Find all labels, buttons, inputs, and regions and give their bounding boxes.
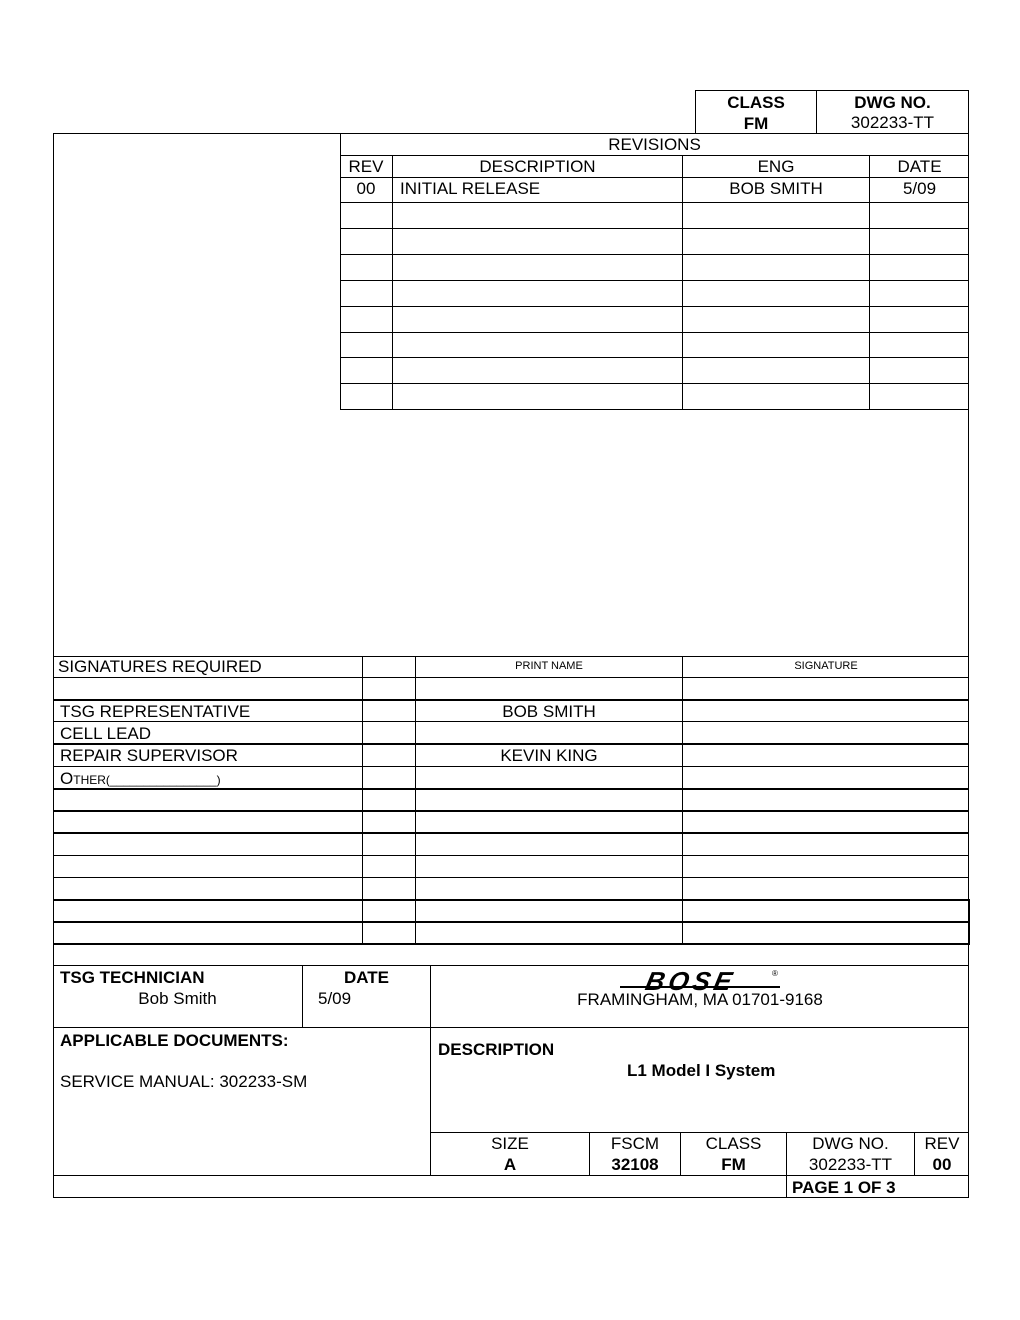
revision-row-eng: BOB SMITH (729, 179, 823, 198)
header-class-value: FM (743, 114, 769, 133)
fscm-label: FSCM (610, 1134, 660, 1153)
signature-role-tsg: TSG REPRESENTATIVE (60, 702, 251, 721)
revision-row-date: 5/09 (902, 179, 937, 198)
class-label: CLASS (705, 1134, 762, 1153)
revisions-col-rev: REV (348, 157, 384, 176)
signature-name-tsg: BOB SMITH (502, 702, 596, 721)
fscm-value: 32108 (611, 1155, 659, 1174)
dwg-no-label: DWG NO. (812, 1134, 889, 1153)
signatures-signature-label: SIGNATURE (794, 660, 858, 672)
date-value: 5/09 (318, 989, 352, 1008)
page-number: PAGE 1 OF 3 (792, 1178, 896, 1197)
revision-row-description: INITIAL RELEASE (400, 179, 541, 198)
signature-role-other-rest: THER(________________) (73, 773, 221, 787)
signature-role-repair-supervisor: REPAIR SUPERVISOR (60, 746, 238, 765)
description-value: L1 Model I System (627, 1061, 776, 1080)
technician-label: TSG TECHNICIAN (60, 968, 205, 987)
revisions-col-description: DESCRIPTION (479, 157, 596, 176)
rev-label: REV (924, 1134, 960, 1153)
signature-name-repair-supervisor: KEVIN KING (500, 746, 598, 765)
signature-role-cell-lead: CELL LEAD (60, 724, 152, 743)
size-label: SIZE (491, 1134, 529, 1153)
bose-logo (620, 966, 780, 996)
revisions-title: REVISIONS (608, 135, 701, 154)
signatures-title: SIGNATURES REQUIRED (58, 657, 262, 676)
revisions-col-date: DATE (897, 157, 942, 176)
rev-value: 00 (932, 1155, 952, 1174)
dwg-no-value: 302233-TT (808, 1155, 893, 1174)
applicable-documents-label: APPLICABLE DOCUMENTS: (60, 1031, 289, 1050)
applicable-documents-value: SERVICE MANUAL: 302233-SM (60, 1072, 308, 1091)
revisions-col-eng: ENG (757, 157, 795, 176)
signature-role-other-first: O (60, 769, 74, 788)
size-value: A (503, 1155, 517, 1174)
bose-logo-text: BOSE (642, 966, 739, 996)
signatures-print-name-label: PRINT NAME (515, 660, 583, 672)
header-dwg-no-label: DWG NO. (854, 93, 931, 112)
company-address: FRAMINGHAM, MA 01701-9168 (577, 990, 823, 1009)
revision-row-rev: 00 (356, 179, 376, 198)
header-class-label: CLASS (727, 93, 785, 112)
description-label: DESCRIPTION (438, 1040, 555, 1059)
class-value: FM (721, 1155, 746, 1174)
date-label: DATE (343, 968, 389, 987)
header-dwg-no-value: 302233-TT (850, 113, 935, 132)
bose-logo-mark: ® (772, 969, 778, 978)
technician-name: Bob Smith (138, 989, 217, 1008)
signature-role-other (60, 770, 221, 787)
